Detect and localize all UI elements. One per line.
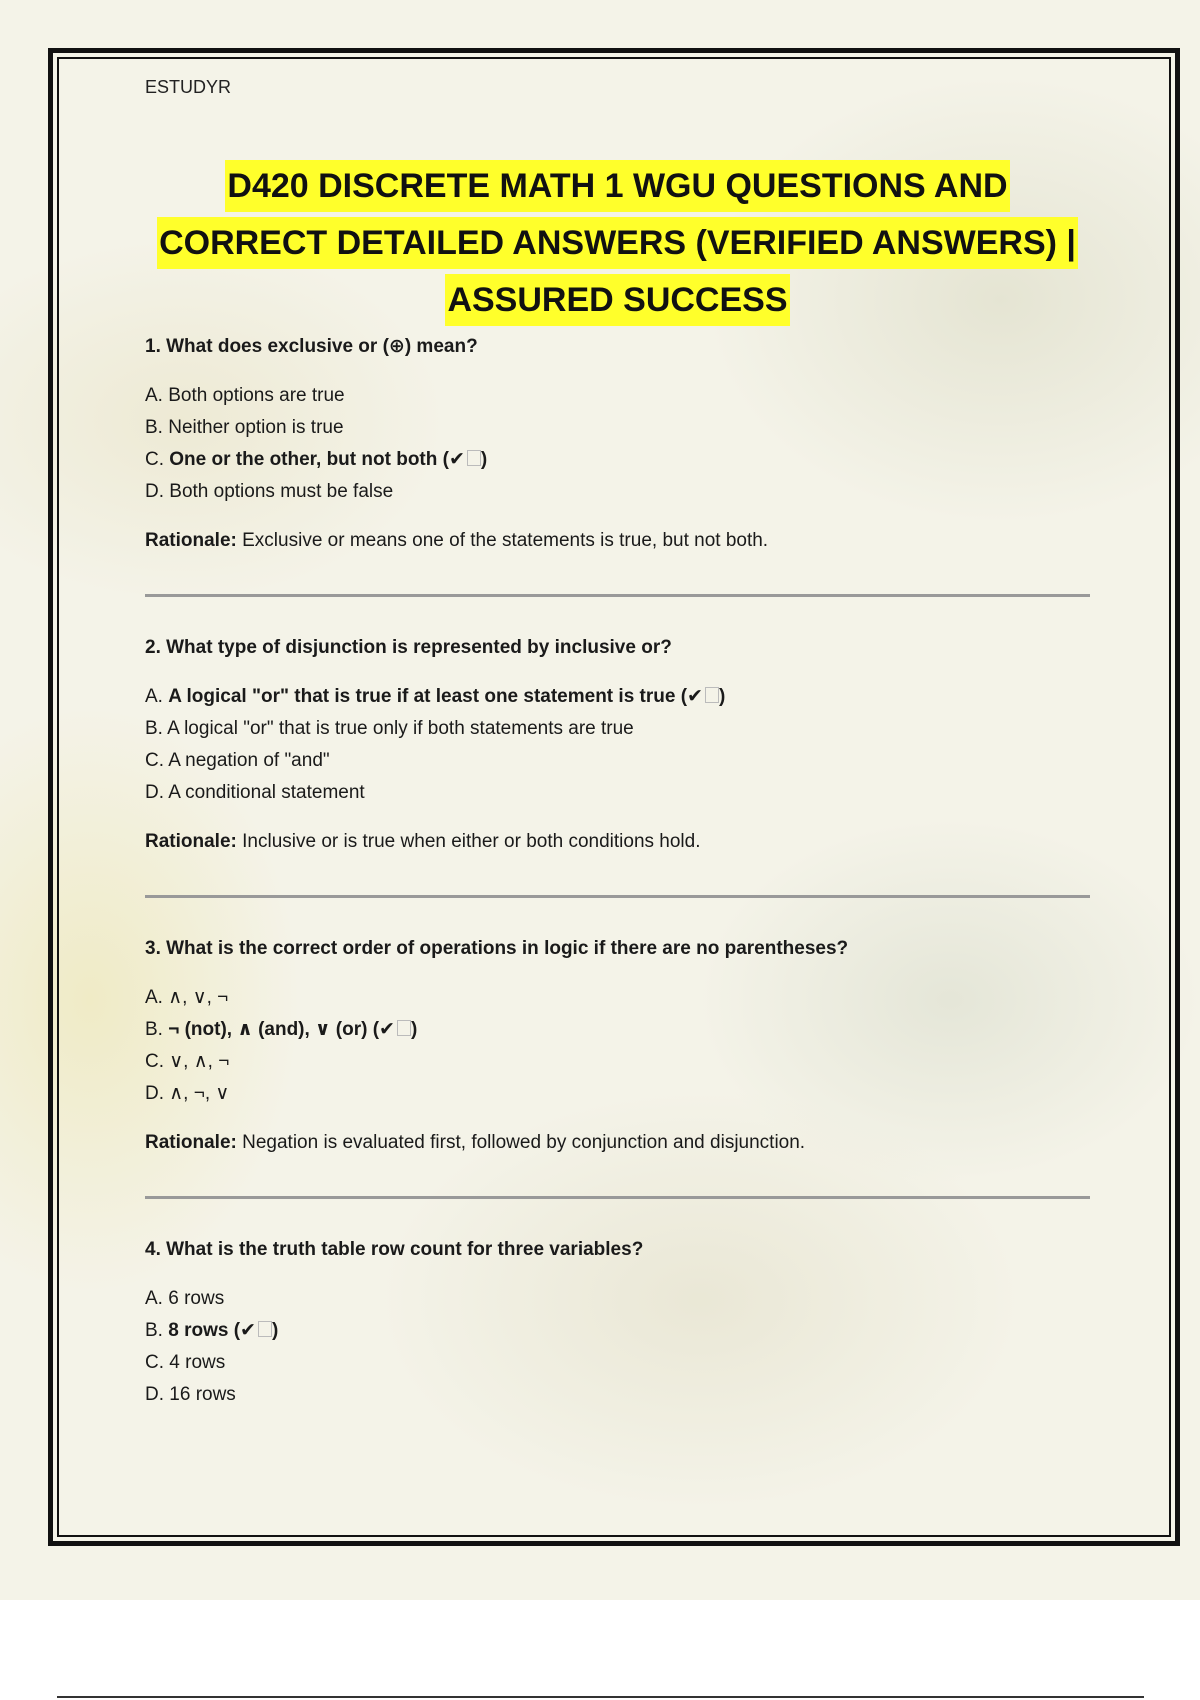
option-text: One or the other, but not both (✔	[169, 449, 465, 470]
question-title: 3. What is the correct order of operations in logic if there are no parentheses?	[145, 938, 849, 959]
rationale-label: Rationale:	[145, 1132, 237, 1153]
option-text: ¬ (not), ∧ (and), ∨ (or) (✔	[168, 1019, 395, 1040]
rationale	[145, 528, 1090, 554]
option-suffix: )	[480, 449, 488, 470]
footer-rule	[57, 1696, 1144, 1698]
option-list	[145, 380, 1090, 508]
option-suffix: )	[718, 686, 726, 707]
option: B. A logical "or" that is true only if both statements are true	[145, 718, 634, 739]
rationale-label: Rationale:	[145, 831, 237, 852]
option: C. 4 rows	[145, 1352, 226, 1373]
question-block	[145, 936, 1090, 1199]
option-list	[145, 982, 1090, 1110]
question-block	[145, 635, 1090, 898]
option-correct	[145, 444, 1090, 476]
rationale	[145, 829, 1090, 855]
option: D. ∧, ¬, ∨	[145, 1083, 230, 1104]
option-correct	[145, 681, 1090, 713]
option-text: 8 rows (✔	[168, 1320, 256, 1341]
option-suffix: )	[410, 1019, 418, 1040]
separator-line	[145, 895, 1090, 898]
option: D. 16 rows	[145, 1384, 236, 1405]
title-line-1: D420 DISCRETE MATH 1 WGU QUESTIONS AND	[225, 160, 1009, 212]
option-suffix: )	[271, 1320, 279, 1341]
rationale-text: Negation is evaluated first, followed by conjunction and disjunction.	[236, 1132, 806, 1153]
question-title: 1. What does exclusive or (⊕) mean?	[145, 336, 478, 357]
option-text: A logical "or" that is true if at least one statement is true (✔	[168, 686, 703, 707]
checkbox-icon	[258, 1321, 272, 1337]
option: C. A negation of "and"	[145, 750, 330, 771]
brand-label: ESTUDYR	[145, 77, 232, 97]
option: C. ∨, ∧, ¬	[145, 1051, 230, 1072]
rationale-text: Exclusive or means one of the statements is true, but not both.	[236, 530, 769, 551]
option-prefix: B.	[145, 1320, 169, 1341]
document-body	[145, 72, 1090, 1405]
option-prefix: B.	[145, 1019, 169, 1040]
option: B. Neither option is true	[145, 417, 344, 438]
option-correct	[145, 1014, 1090, 1046]
option-list	[145, 1283, 1090, 1411]
checkbox-icon	[705, 687, 719, 703]
checkbox-icon	[397, 1020, 411, 1036]
option-prefix: A.	[145, 686, 169, 707]
title-line-2: CORRECT DETAILED ANSWERS (VERIFIED ANSWERS) |	[157, 217, 1078, 269]
question-title: 2. What type of disjunction is represented by inclusive or?	[145, 637, 672, 658]
checkbox-icon	[467, 450, 481, 466]
option: A. 6 rows	[145, 1288, 225, 1309]
rationale	[145, 1130, 1090, 1156]
option: A. ∧, ∨, ¬	[145, 987, 229, 1008]
option: D. A conditional statement	[145, 782, 365, 803]
option-prefix: C.	[145, 449, 170, 470]
rationale-text: Inclusive or is true when either or both conditions hold.	[236, 831, 701, 852]
document-title	[145, 158, 1090, 329]
question-block	[145, 334, 1090, 597]
separator-line	[145, 1196, 1090, 1199]
question-block	[145, 1237, 1090, 1411]
option: A. Both options are true	[145, 385, 345, 406]
title-line-3: ASSURED SUCCESS	[445, 274, 789, 326]
option-correct	[145, 1315, 1090, 1347]
rationale-label: Rationale:	[145, 530, 237, 551]
option-list	[145, 681, 1090, 809]
option: D. Both options must be false	[145, 481, 394, 502]
separator-line	[145, 594, 1090, 597]
question-title: 4. What is the truth table row count for three variables?	[145, 1239, 644, 1260]
